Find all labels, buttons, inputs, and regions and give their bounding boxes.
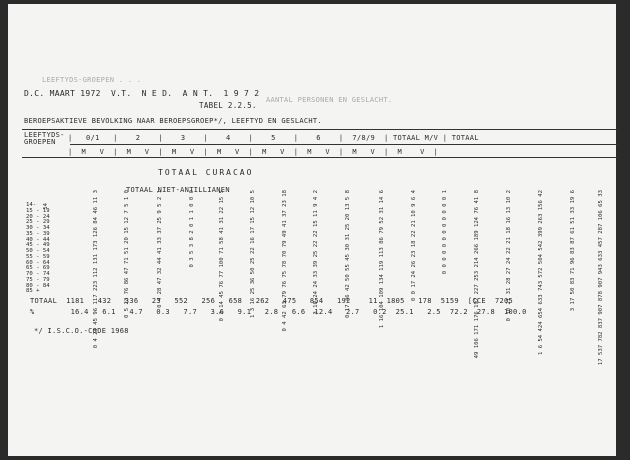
table-column: 3 10 24 24 33 39 25 22 22 15 11 9 4 2 [313,190,319,315]
percent-row: % 16.4 6.1 4.7 0.3 7.7 3.6 9.1 2.8 6.6 12.4 2.7 0.2 25.1 2.5 72.2 27.8 100.0 [30,308,527,316]
table-column: 1 16 104 109 134 119 113 86 79 52 31 14 6 [379,190,385,329]
title-rule [22,129,618,130]
header-line: D.C. MAART 1972 V.T. N E D. A N T. 1 9 7 2 [24,89,260,98]
table-column: 0 0 17 24 26 23 18 22 21 10 9 6 4 [411,190,417,302]
group-rule [70,144,618,145]
table-column: 0 0 0 0 0 0 0 0 0 0 0 0 1 [442,190,448,275]
table-column: 0 4 24 45 96 117 223 112 131 173 126 84 46 11 3 [93,190,99,349]
footnote: */ I.S.C.O.-CODE 1968 [34,327,129,335]
table-column: 0 4 42 63 79 76 75 78 70 79 49 41 37 23 18 [282,190,288,332]
header-rule [22,157,618,158]
faint-heading-right: AANTAL PERSONEN EN GESLACHT. [266,96,393,104]
age-header-label: LEEFTYDS- [24,131,65,139]
table-column: 0 4 28 47 32 44 41 33 37 25 9 5 2 1 [157,190,163,308]
table-title: BEROEPSAKTIEVE BEVOLKING NAAR BEROEPSGROEP*/, LEEFTYD EN GESLACHT. [24,117,322,125]
table-number: TABEL 2.2.5. [199,101,257,110]
total-row: TOTAAL 1181 432 336 23 552 256 658 262 475 854 192 11 1805 178 5159 [CCE 7205 [30,297,514,305]
table-column: 0 10 21 31 28 27 24 22 21 18 16 13 10 2 [506,190,512,322]
table-column: 1 6 54 424 654 633 743 572 504 542 399 263 156 42 [538,190,544,356]
table-column: 3 17 50 83 71 96 83 87 61 51 33 19 6 [570,190,576,312]
faint-heading-left: LEEFTYDS-GROEPEN . . . [42,76,142,84]
table-column: 0 3 14 45 76 77 100 71 58 41 31 22 15 5 [219,190,225,322]
age-groups-label: GROEPEN [24,138,56,146]
table-column: 0 17 46 42 50 55 45 30 31 25 20 13 5 8 [345,190,351,318]
section-non-antillians: TOTAAL NIET-ANTILLIANEN [126,186,230,194]
document-page [8,4,616,456]
table-column: 17 537 782 837 907 878 907 943 633 457 287 106 65 33 [598,190,604,366]
table-column: 0 3 5 3 8 2 0 1 1 0 0 0 [189,190,195,268]
occupation-groups-line: | 0/1 | 2 | 3 | 4 | 5 | 6 | 7/8/9 | TOTAAL M/V | TOTAAL [68,134,479,142]
section-curacao: TOTAAL CURACAO [158,168,254,177]
table-column: 0 5 23 76 86 47 71 51 20 15 12 7 5 1 0 [124,190,130,318]
age-row-labels: 14- 15 - 19 20 - 24 25 - 29 30 - 34 35 - 39 40 - 44 45 - 49 50 - 54 55 - 59 60 - 64 65 - 69 70 - 74 75 - 79 80 - 84 85 + [26,202,50,295]
table-column: 14 [43,203,49,210]
table-column: 49 106 171 176 192 227 253 214 266 189 124 76 41 8 [474,190,480,359]
table-column: 1 3 16 25 36 50 25 22 16 17 15 12 10 5 [250,190,256,318]
sex-line: | M V | M V | M V | M V | M V | M V | M V | M V | [68,148,439,156]
